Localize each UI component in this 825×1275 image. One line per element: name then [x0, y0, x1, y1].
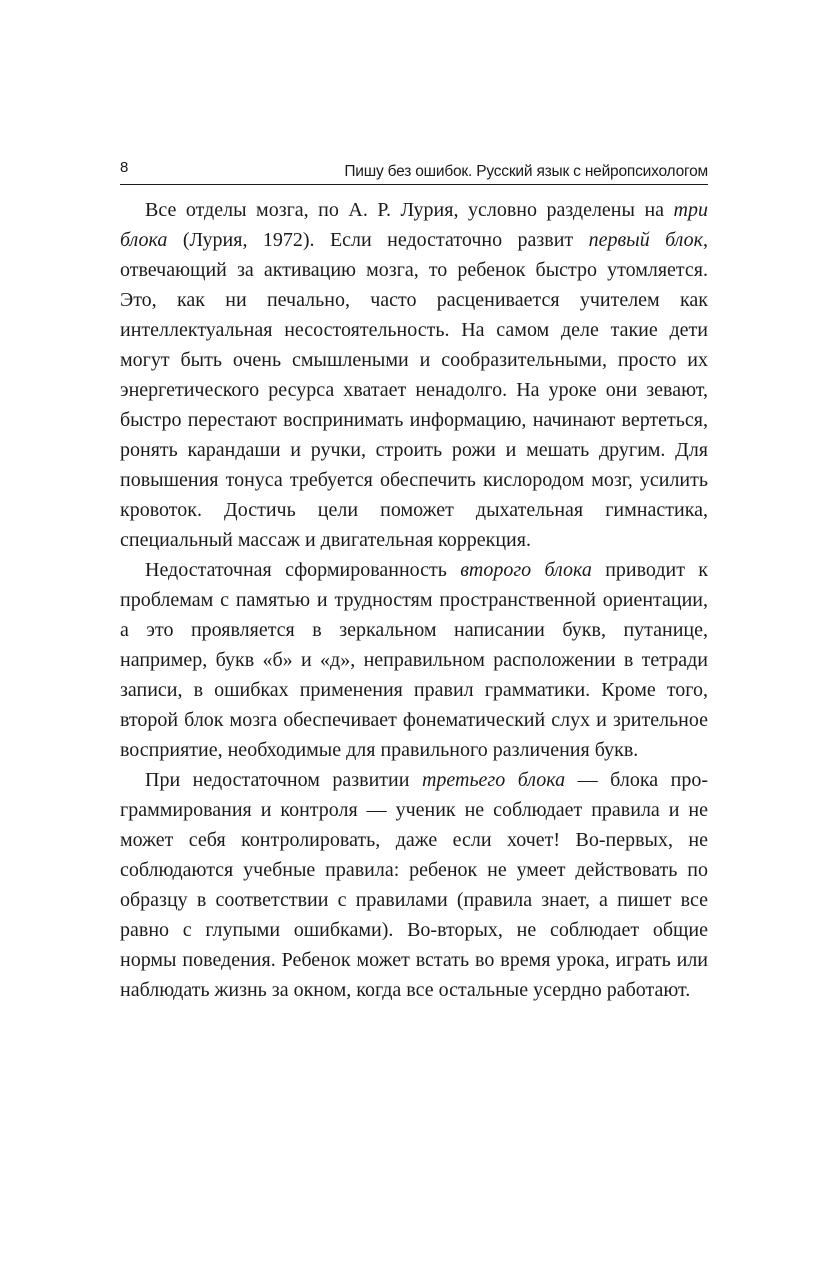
paragraph-second-block	[120, 555, 708, 765]
emphasis-third-block: третьего блока	[421, 769, 566, 791]
text-run: При недостаточном развитии	[145, 769, 422, 791]
text-run: , отвечающий за активацию мозга, то ребенок быстро утомляется. Это, как ни печально, часто расценивается учителем как интеллектуальная несостоятельность. На самом деле такие дети могут быть очень смышлеными и сообразительными, просто их энергетического ресурса хватает ненадолго. На уроке они зевают, быстро перестают воспринимать информацию, начинают вертеться, ронять карандаши и ручки, строить рожи и мешать другим. Для повышения тонуса требуется обеспечить кислородом мозг, усилить кровоток. Достичь цели поможет дыхательная гимнастика, специальный массаж и двигательная коррекция.	[120, 229, 708, 551]
running-title: Пишу без ошибок. Русский язык с нейропсихологом	[344, 163, 708, 180]
page-number: 8	[120, 159, 129, 176]
emphasis-three-blocks: три блока	[120, 199, 708, 251]
text-run: Все отделы мозга, по А. Р. Лурия, условно разделены на	[145, 199, 674, 221]
emphasis-first-block: первый блок	[588, 229, 703, 251]
text-run: приводит к проблемам с памятью и трудностям пространственной ориентации, а это проявляется в зеркальном написании букв, путанице, например, букв «б» и «д», неправильном расположении в тетради записи, в ошибках применения правил грамматики. Кроме того, второй блок мозга обеспечивает фонематический слух и зрительное восприятие, необходимые для правильного различения букв.	[120, 559, 708, 761]
paragraph-third-block	[120, 765, 708, 1005]
text-run: (Лурия, 1972). Если недостаточно развит	[167, 229, 589, 251]
text-run: — блока программирования и контроля — ученик не соблюдает правила и не может себя контролировать, даже если хочет! Во-первых, не соблюдаются учебные правила: ребенок не умеет действовать по образцу в соответствии с правилами (правила знает, а пишет все равно с глупыми ошибками). Во-вторых, не соблюдает общие нормы поведения. Ребенок может встать во время урока, играть или наблюдать жизнь за окном, когда все остальные усердно работают.	[120, 769, 708, 1001]
text-body	[120, 195, 708, 1005]
text-run: Недостаточная сформированность	[145, 559, 461, 581]
paragraph-first-block	[120, 195, 708, 555]
page-header	[120, 158, 708, 185]
emphasis-second-block: второго блока	[460, 559, 592, 581]
